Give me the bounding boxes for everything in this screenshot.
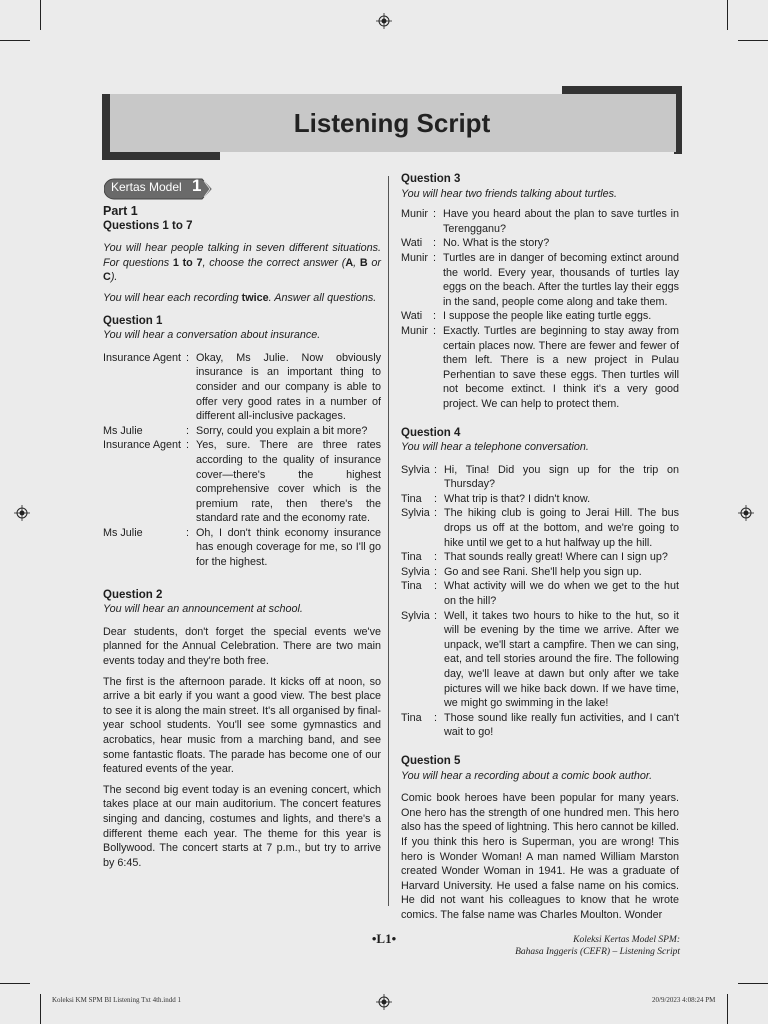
- paragraph: The first is the afternoon parade. It kicks off at noon, so arrive a bit early if you want a good view. The best place to see it is along the main street. It's all organised by final-year school students. You'll see some gymnastics and acrobatics, hear music from a marching band, and see some fantastic floats. The parade has become one of our featured events of the year.: [103, 675, 381, 776]
- crop-mark: [727, 994, 728, 1024]
- question-4-title: Question 4: [401, 426, 461, 439]
- badge-label: Kertas Model: [111, 180, 182, 194]
- question-5-intro: You will hear a recording about a comic book author.: [401, 769, 653, 782]
- page-number: •L1•: [371, 931, 397, 946]
- dialogue-line: Insurance Agent : Yes, sure. There are three rates according to the quality of insurance cover—there's the highest comprehensive cover which is the premium rate, then there's the standard rate and the economy rate.: [103, 439, 381, 525]
- instructions: You will hear people talking in seven different situations. For questions 1 to 7, choose the correct answer (A, B or C).: [103, 242, 381, 284]
- dialogue-line: Wati : No. What is the story?: [401, 237, 550, 250]
- dialogue-line: Sylvia : Go and see Rani. She'll help you sign up.: [401, 565, 642, 578]
- part-heading: Part 1: [103, 204, 138, 218]
- questions-range: Questions 1 to 7: [103, 219, 193, 232]
- dialogue-line: Tina : What activity will we do when we get to the hut on the hill?: [401, 580, 679, 608]
- right-column: [401, 172, 679, 923]
- dialogue-line: Tina : Those sound like really fun activities, and I can't wait to go!: [401, 711, 679, 739]
- crop-mark: [0, 40, 30, 41]
- question-3-title: Question 3: [401, 173, 461, 185]
- paragraph: Dear students, don't forget the special events we've planned for the Annual Celebration. There are two main events today and they're both free.: [103, 625, 381, 668]
- crop-mark: [0, 983, 30, 984]
- registration-mark-icon: [376, 13, 392, 29]
- question-1-title: Question 1: [103, 314, 163, 327]
- registration-mark-icon: [376, 994, 392, 1010]
- dialogue-line: Munir : Turtles are in danger of becoming extinct around the world. Every year, thousands of turtles lay eggs on the beach. After the turtles lay their eggs in the sand, people come along and take them.: [401, 251, 679, 308]
- question-2-title: Question 2: [103, 588, 163, 601]
- badge-number: 1: [192, 176, 202, 195]
- paragraph: The second big event today is an evening concert, which takes place at our main auditorium. The concert features singing and dancing, costumes and lights, and there's a different theme each year. The theme for this year is Bollywood. The concert starts at 7 p.m., but try to arrive by 6:45.: [103, 783, 381, 869]
- dialogue-line: Wati : I suppose the people like eating turtle eggs.: [401, 310, 652, 323]
- title-frame: [562, 86, 682, 94]
- dialogue-line: Ms Julie : Oh, I don't think economy insurance has enough coverage for me, so I'll go for the highest.: [103, 526, 381, 569]
- dialogue-line: Munir : Have you heard about the plan to save turtles in Terengganu?: [401, 208, 679, 235]
- crop-mark: [40, 994, 41, 1024]
- question-3-dialogue: [401, 207, 679, 411]
- question-4-dialogue: [401, 463, 679, 740]
- book-title: Koleksi Kertas Model SPM: Bahasa Inggeris (CEFR) – Listening Script: [515, 935, 680, 957]
- dialogue-line: Sylvia : Well, it takes two hours to hike to the hut, so it will be evening by the time we arrive. After we unpack, we'll start a campfire. Then we can sing, eat, and tell stories around the fire. The following day, we'll leave at dawn but only after we take pictures will we hike back down. If we have time, we might go swimming in the lake!: [401, 609, 679, 710]
- dialogue-line: Sylvia : The hiking club is going to Jerai Hill. The bus drops us off at the bottom, and we're going to hike until we get to a hut halfway up the hill.: [401, 507, 679, 549]
- page-title: Listening Script: [293, 108, 491, 138]
- dialogue-line: Insurance Agent : Okay, Ms Julie. Now obviously insurance is an important thing to consider and our company is able to offer very good rates in a number of different all-inclusive packages.: [103, 351, 381, 423]
- registration-mark-icon: [738, 505, 754, 521]
- dialogue-line: Tina : What trip is that? I didn't know.: [401, 492, 591, 505]
- question-3-intro: You will hear two friends talking about turtles.: [401, 187, 618, 200]
- crop-mark: [738, 983, 768, 984]
- registration-mark-icon: [14, 505, 30, 521]
- title-frame: [102, 152, 220, 160]
- question-1-intro: You will hear a conversation about insurance.: [103, 329, 321, 342]
- question-1-dialogue: [103, 351, 381, 570]
- dialogue-line: Tina : That sounds really great! Where can I sign up?: [401, 551, 668, 564]
- crop-mark: [727, 0, 728, 30]
- crop-mark: [40, 0, 41, 30]
- instructions-twice: You will hear each recording twice. Answer all questions.: [103, 291, 377, 304]
- question-5-title: Question 5: [401, 754, 461, 767]
- crop-mark: [738, 40, 768, 41]
- column-divider: [388, 176, 389, 906]
- paragraph: Comic book heroes have been popular for many years. One hero has the strength of one hundred men. This hero also has the speed of lightning. This hero cannot be killed. If you think this hero is Superman, you are wrong! This hero is Wonder Woman! A man named William Marston created Wonder Woman in 1941. He was a graduate of Harvard University. He used a false name on his comics. He did not want his colleagues to know that he wrote comics. The false name was Charles Moulton. Wonder: [401, 792, 679, 921]
- left-column: [103, 204, 381, 870]
- dialogue-line: Sylvia : Hi, Tina! Did you sign up for the trip on Thursday?: [401, 463, 679, 491]
- dialogue-line: Munir : Exactly. Turtles are beginning to stay away from certain places now. There are fewer and fewer of them left. There is a new project in Pulau Perhentian to save these eggs. Then turtles will not become extinct. I think it's a very good project. We can help to protect them.: [401, 324, 679, 410]
- print-timestamp: 20/9/2023 4:08:24 PM: [652, 996, 716, 1004]
- question-2-intro: You will hear an announcement at school.: [103, 603, 303, 616]
- dialogue-line: Ms Julie : Sorry, could you explain a bit more?: [103, 424, 368, 437]
- question-4-intro: You will hear a telephone conversation.: [401, 441, 589, 454]
- file-slug: Koleksi KM SPM BI Listening Txt 4th.indd 1: [52, 996, 181, 1004]
